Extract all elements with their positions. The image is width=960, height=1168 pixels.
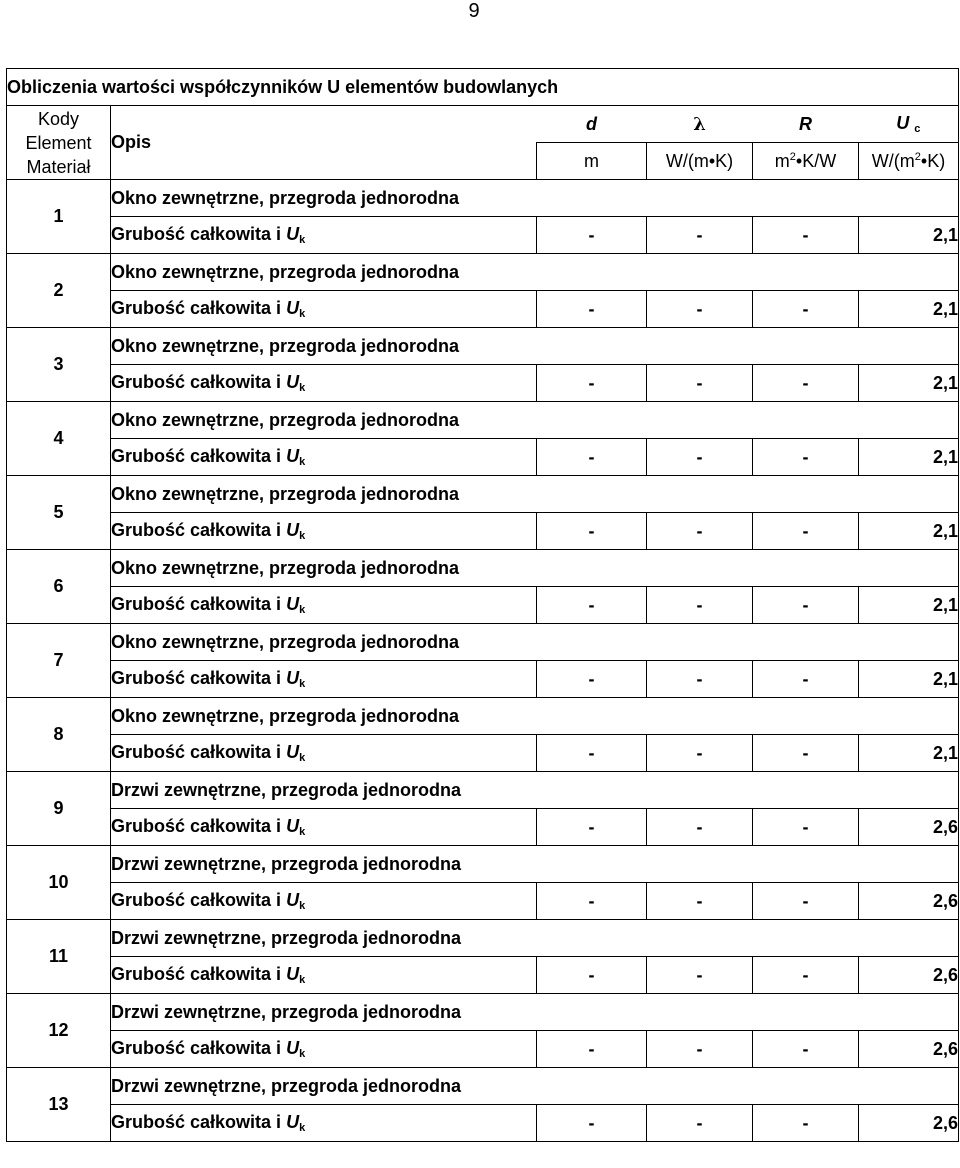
thickness-label-sub: k: [299, 1048, 306, 1060]
table-row: [7, 698, 959, 735]
table-row-values: [7, 1031, 959, 1068]
thickness-label-text: Grubość całkowita i: [111, 890, 282, 910]
thickness-label: [111, 439, 537, 476]
element-description: Okno zewnętrzne, przegroda jednorodna: [111, 476, 959, 513]
unit-u-pre: W/(m: [871, 150, 915, 171]
header-id-line: Element: [25, 132, 92, 153]
element-description: Okno zewnętrzne, przegroda jednorodna: [111, 698, 959, 735]
thickness-label-sub: k: [299, 530, 306, 542]
value-r: -: [753, 291, 859, 328]
value-u: 2,1: [859, 291, 959, 328]
thickness-label-sub: k: [299, 900, 306, 912]
thickness-label-symbol: U: [286, 816, 300, 836]
table-row: [7, 1068, 959, 1105]
table-row-values: [7, 809, 959, 846]
table-row-values: [7, 291, 959, 328]
element-description: Drzwi zewnętrzne, przegroda jednorodna: [111, 846, 959, 883]
value-u: 2,1: [859, 439, 959, 476]
header-d: d: [537, 106, 647, 143]
value-u: 2,1: [859, 513, 959, 550]
thickness-label-symbol: U: [286, 1112, 300, 1132]
thickness-label: [111, 957, 537, 994]
thickness-label-text: Grubość całkowita i: [111, 298, 282, 318]
value-r: -: [753, 883, 859, 920]
thickness-label-symbol: U: [286, 520, 300, 540]
value-r: -: [753, 809, 859, 846]
value-r: -: [753, 217, 859, 254]
value-lambda: -: [647, 1105, 753, 1142]
value-r: -: [753, 957, 859, 994]
table-row: [7, 624, 959, 661]
table-row: [7, 328, 959, 365]
value-lambda: -: [647, 1031, 753, 1068]
element-number: 10: [7, 846, 111, 920]
value-lambda: -: [647, 513, 753, 550]
table-row-values: [7, 1105, 959, 1142]
thickness-label: [111, 291, 537, 328]
thickness-label-sub: k: [299, 752, 306, 764]
value-d: -: [537, 809, 647, 846]
value-lambda: -: [647, 217, 753, 254]
thickness-label-text: Grubość całkowita i: [111, 742, 282, 762]
thickness-label: [111, 587, 537, 624]
header-id-column: [7, 106, 111, 180]
thickness-label-sub: k: [299, 1122, 306, 1134]
element-number: 11: [7, 920, 111, 994]
value-d: -: [537, 661, 647, 698]
thickness-label-symbol: U: [286, 964, 300, 984]
value-d: -: [537, 587, 647, 624]
table-row: [7, 254, 959, 291]
thickness-label: [111, 1105, 537, 1142]
thickness-label-symbol: U: [286, 224, 300, 244]
element-number: 2: [7, 254, 111, 328]
value-d: -: [537, 735, 647, 772]
thickness-label-sub: k: [299, 974, 306, 986]
value-r: -: [753, 365, 859, 402]
value-u: 2,1: [859, 661, 959, 698]
element-description: Okno zewnętrzne, przegroda jednorodna: [111, 624, 959, 661]
element-number: 9: [7, 772, 111, 846]
value-d: -: [537, 883, 647, 920]
table-row: [7, 550, 959, 587]
element-description: Okno zewnętrzne, przegroda jednorodna: [111, 328, 959, 365]
table-row: [7, 402, 959, 439]
table-row-values: [7, 365, 959, 402]
value-r: -: [753, 513, 859, 550]
table-row-values: [7, 513, 959, 550]
thickness-label-symbol: U: [286, 668, 300, 688]
element-number: 7: [7, 624, 111, 698]
thickness-label-sub: k: [299, 308, 306, 320]
header-u-symbol: U: [896, 113, 910, 133]
element-number: 4: [7, 402, 111, 476]
element-description: Drzwi zewnętrzne, przegroda jednorodna: [111, 994, 959, 1031]
element-number: 6: [7, 550, 111, 624]
thickness-label-text: Grubość całkowita i: [111, 668, 282, 688]
thickness-label-text: Grubość całkowita i: [111, 1112, 282, 1132]
thickness-label: [111, 661, 537, 698]
thickness-label-text: Grubość całkowita i: [111, 224, 282, 244]
value-lambda: -: [647, 809, 753, 846]
thickness-label-symbol: U: [286, 890, 300, 910]
value-u: 2,1: [859, 735, 959, 772]
value-r: -: [753, 1105, 859, 1142]
page-number: 9: [468, 0, 480, 22]
value-d: -: [537, 439, 647, 476]
thickness-label-sub: k: [299, 456, 306, 468]
header-r: R: [753, 106, 859, 143]
thickness-label-text: Grubość całkowita i: [111, 372, 282, 392]
element-number: 3: [7, 328, 111, 402]
element-number: 12: [7, 994, 111, 1068]
unit-r-post: •K/W: [795, 150, 837, 171]
unit-u: [859, 143, 959, 180]
unit-u-sup: 2: [914, 150, 921, 163]
element-description: Okno zewnętrzne, przegroda jednorodna: [111, 180, 959, 217]
thickness-label-symbol: U: [286, 742, 300, 762]
value-r: -: [753, 439, 859, 476]
element-description: Okno zewnętrzne, przegroda jednorodna: [111, 550, 959, 587]
value-u: 2,1: [859, 365, 959, 402]
value-u: 2,6: [859, 1105, 959, 1142]
thickness-label-text: Grubość całkowita i: [111, 1038, 282, 1058]
value-d: -: [537, 513, 647, 550]
value-r: -: [753, 1031, 859, 1068]
value-lambda: -: [647, 587, 753, 624]
element-number: 5: [7, 476, 111, 550]
thickness-label-text: Grubość całkowita i: [111, 594, 282, 614]
table-row-values: [7, 735, 959, 772]
header-id-line: Materiał: [26, 156, 91, 177]
table-row-values: [7, 957, 959, 994]
thickness-label-text: Grubość całkowita i: [111, 446, 282, 466]
value-u: 2,6: [859, 957, 959, 994]
header-u-sub: c: [914, 123, 921, 135]
table-title: Obliczenia wartości współczynników U elementów budowlanych: [7, 69, 959, 106]
table-row-values: [7, 587, 959, 624]
value-d: -: [537, 1031, 647, 1068]
thickness-label-text: Grubość całkowita i: [111, 520, 282, 540]
value-u: 2,6: [859, 1031, 959, 1068]
unit-r-pre: m: [774, 150, 790, 171]
table-row-values: [7, 217, 959, 254]
thickness-label: [111, 735, 537, 772]
value-lambda: -: [647, 291, 753, 328]
header-id-line: Kody: [37, 108, 80, 129]
thickness-label: [111, 217, 537, 254]
thickness-label-symbol: U: [286, 1038, 300, 1058]
value-u: 2,1: [859, 587, 959, 624]
value-u: 2,6: [859, 883, 959, 920]
value-u: 2,6: [859, 809, 959, 846]
table-row-values: [7, 883, 959, 920]
unit-lambda: W/(m•K): [647, 143, 753, 180]
table-row: [7, 846, 959, 883]
thickness-label: [111, 809, 537, 846]
thickness-label: [111, 513, 537, 550]
value-r: -: [753, 735, 859, 772]
table-row: [7, 476, 959, 513]
value-d: -: [537, 217, 647, 254]
thickness-label-sub: k: [299, 234, 306, 246]
header-u: [859, 106, 959, 143]
thickness-label-symbol: U: [286, 372, 300, 392]
thickness-label-symbol: U: [286, 446, 300, 466]
unit-r-sup: 2: [789, 150, 796, 163]
element-description: Drzwi zewnętrzne, przegroda jednorodna: [111, 1068, 959, 1105]
unit-r: [753, 143, 859, 180]
thickness-label-sub: k: [299, 382, 306, 394]
thickness-label-symbol: U: [286, 594, 300, 614]
element-number: 13: [7, 1068, 111, 1142]
thickness-label-symbol: U: [286, 298, 300, 318]
value-d: -: [537, 1105, 647, 1142]
value-d: -: [537, 365, 647, 402]
value-u: 2,1: [859, 217, 959, 254]
unit-d: m: [537, 143, 647, 180]
element-number: 1: [7, 180, 111, 254]
thickness-label: [111, 1031, 537, 1068]
table-row: [7, 994, 959, 1031]
element-description: Okno zewnętrzne, przegroda jednorodna: [111, 402, 959, 439]
thickness-label: [111, 883, 537, 920]
thickness-label-sub: k: [299, 604, 306, 616]
thickness-label-text: Grubość całkowita i: [111, 964, 282, 984]
value-r: -: [753, 587, 859, 624]
thickness-label-text: Grubość całkowita i: [111, 816, 282, 836]
u-coefficient-table: [6, 68, 959, 1142]
element-description: Drzwi zewnętrzne, przegroda jednorodna: [111, 920, 959, 957]
thickness-label-sub: k: [299, 826, 306, 838]
value-d: -: [537, 291, 647, 328]
value-lambda: -: [647, 439, 753, 476]
element-number: 8: [7, 698, 111, 772]
unit-u-post: •K): [920, 150, 946, 171]
table-row: [7, 180, 959, 217]
value-lambda: -: [647, 883, 753, 920]
table-row: [7, 772, 959, 809]
value-d: -: [537, 957, 647, 994]
header-opis: Opis: [111, 106, 537, 180]
value-lambda: -: [647, 735, 753, 772]
element-description: Okno zewnętrzne, przegroda jednorodna: [111, 254, 959, 291]
table-row: [7, 920, 959, 957]
element-description: Drzwi zewnętrzne, przegroda jednorodna: [111, 772, 959, 809]
value-r: -: [753, 661, 859, 698]
value-lambda: -: [647, 957, 753, 994]
thickness-label-sub: k: [299, 678, 306, 690]
thickness-label: [111, 365, 537, 402]
value-lambda: -: [647, 661, 753, 698]
table-row-values: [7, 661, 959, 698]
header-lambda: λ: [647, 106, 753, 143]
table-row-values: [7, 439, 959, 476]
value-lambda: -: [647, 365, 753, 402]
